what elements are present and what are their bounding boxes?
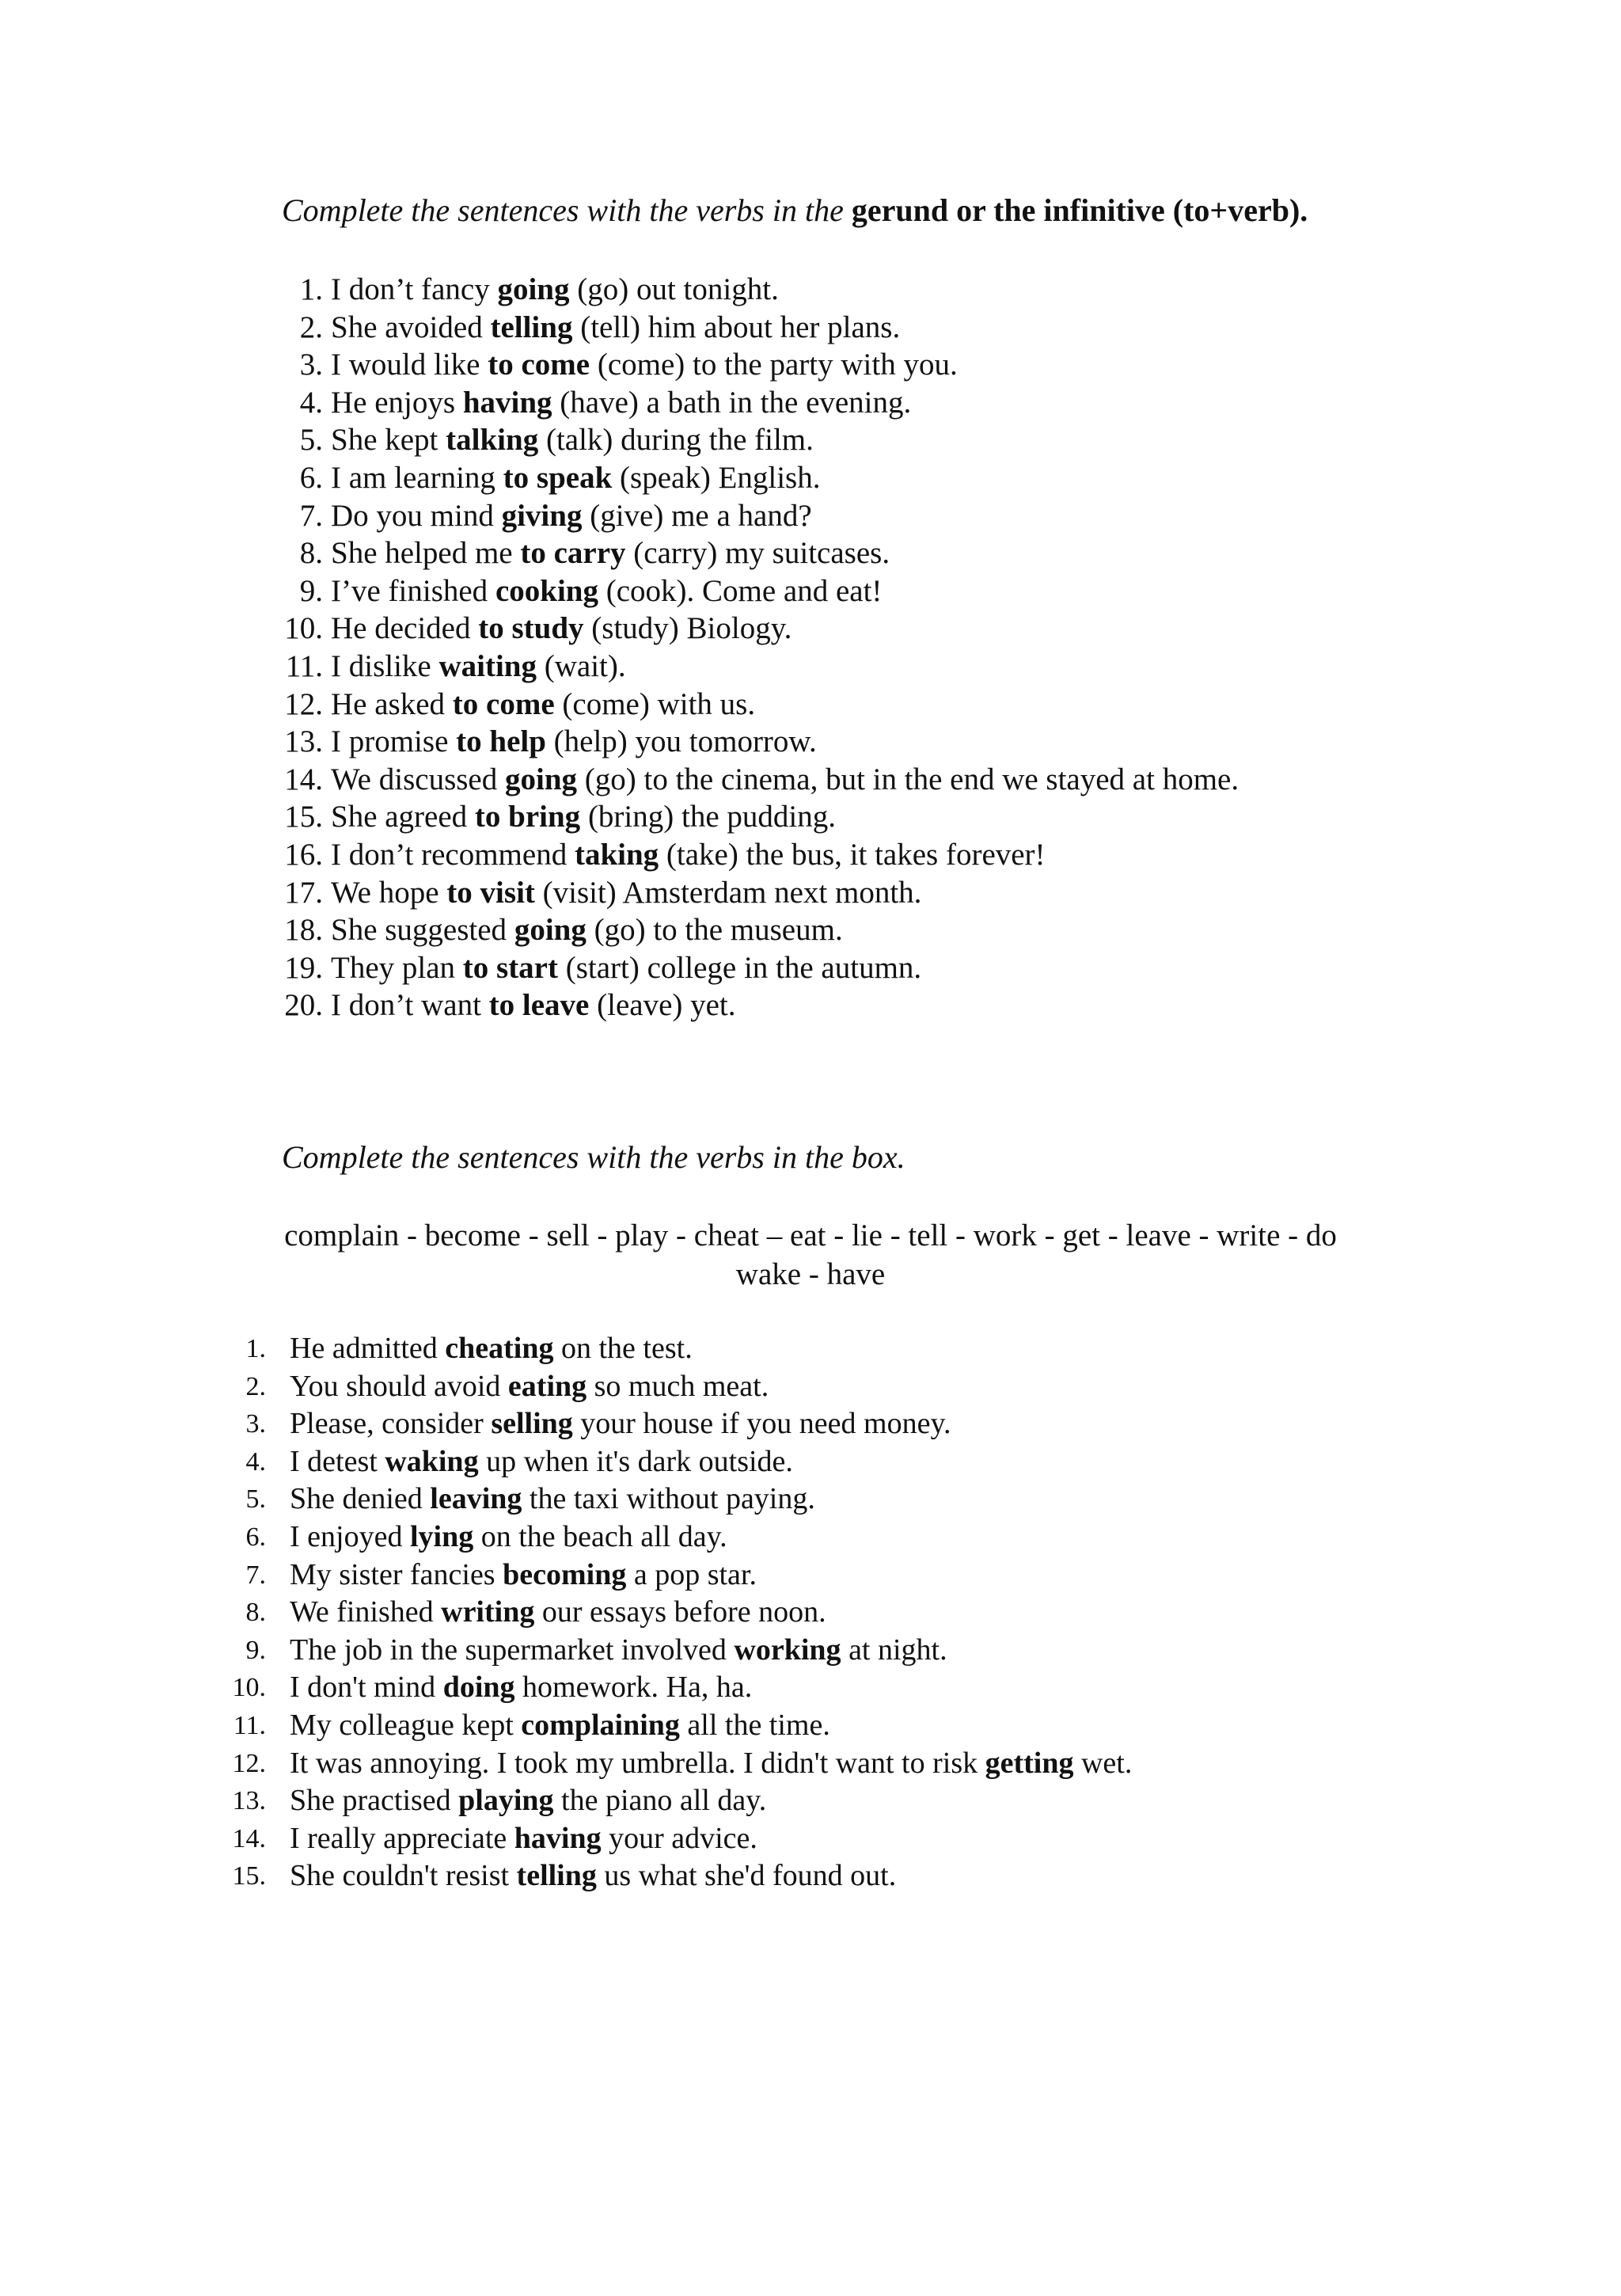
sentence-end: on the beach all day. [473,1519,727,1553]
sentence-end: (give) me a hand? [582,498,812,533]
item-number: 14. [232,1823,266,1853]
sentence-start: She agreed [331,800,475,834]
answer-verb: to come [488,348,590,382]
item-number: 13. [232,1786,266,1816]
item-sentence [290,1368,769,1406]
exercise-item [0,1707,1621,1745]
answer-verb: to study [478,611,584,646]
item-number: 15. [232,1861,266,1891]
exercise-item [0,1594,1621,1632]
answer-verb: giving [501,498,583,533]
item-sentence [331,534,890,572]
item-number: 14. [284,762,323,796]
exercise-item [0,1857,1621,1895]
sentence-end: your advice. [601,1821,757,1855]
item-number: 11. [285,648,323,683]
exercise-item [0,610,1621,648]
item-sentence [290,1443,793,1481]
exercise-item [0,1745,1621,1783]
exercise-item [0,1519,1621,1557]
sentence-end: all the time. [679,1708,830,1742]
item-number: 19. [284,950,323,985]
item-sentence [290,1481,815,1519]
answer-verb: leaving [430,1482,522,1516]
exercise-item [0,534,1621,572]
item-number: 13. [284,724,323,759]
item-number: 3. [245,1409,266,1439]
sentence-start: I don't mind [290,1671,443,1705]
item-number: 8. [245,1598,266,1628]
sentence-end: up when it's dark outside. [478,1444,793,1478]
item-number: 5. [299,423,323,458]
sentence-start: She avoided [331,310,491,344]
exercise-item [0,1443,1621,1481]
item-sentence [331,346,958,384]
answer-verb: to leave [488,988,590,1023]
item-number: 1. [299,272,323,306]
section1-instruction-italic: Complete the sentences with the verbs in the [282,192,844,228]
exercise-item [0,686,1621,724]
answer-verb: waking [385,1444,479,1478]
exercise-item [0,421,1621,459]
answer-verb: telling [490,310,573,344]
sentence-start: We discussed [331,762,505,796]
sentence-end: (help) you tomorrow. [545,724,817,759]
exercise-item [0,384,1621,422]
sentence-start: My colleague kept [290,1708,522,1742]
word-box-line-1: complain - become - sell - play - cheat – eat - lie - tell - work - get - leave - write - do [284,1218,1337,1253]
answer-verb: doing [442,1671,515,1705]
answer-verb: lying [409,1519,474,1553]
item-number: 1. [245,1334,266,1363]
sentence-end: (visit) Amsterdam next month. [534,875,922,910]
item-number: 8. [299,536,323,571]
item-sentence [290,1632,947,1670]
sentence-start: I enjoyed [290,1519,410,1553]
exercise-item [0,1632,1621,1670]
section2-exercise-list [0,1330,1621,1895]
sentence-start: I dislike [331,648,439,683]
item-number: 12. [284,686,323,721]
sentence-end: (study) Biology. [583,611,792,646]
answer-verb: going [514,913,587,948]
sentence-start: I don’t fancy [331,272,498,306]
sentence-end: (bring) the pudding. [580,800,836,834]
exercise-item [0,309,1621,347]
item-number: 11. [233,1710,266,1740]
sentence-start: Do you mind [331,498,502,533]
sentence-start: She suggested [331,913,514,948]
exercise-item [0,459,1621,497]
answer-verb: to help [456,724,546,759]
item-number: 7. [245,1560,266,1590]
item-number: 10. [232,1673,266,1703]
exercise-item [0,949,1621,987]
sentence-start: I am learning [331,460,503,495]
sentence-end: (go) to the museum. [586,913,843,948]
section2-instruction-italic: Complete the sentences with the verbs in the box. [282,1139,905,1175]
exercise-item [0,1669,1621,1707]
sentence-end: our essays before noon. [534,1595,826,1629]
exercise-item [0,346,1621,384]
item-sentence [290,1330,693,1368]
item-number: 6. [245,1522,266,1552]
item-number: 4. [245,1446,266,1477]
exercise-item [0,986,1621,1024]
answer-verb: going [504,762,578,796]
item-number: 7. [299,498,323,533]
sentence-start: I detest [290,1444,385,1478]
section1-instruction-bold: gerund or the infinitive (to+verb). [851,192,1308,228]
exercise-item [0,572,1621,610]
answer-verb: cheating [445,1332,554,1365]
answer-verb: to visit [446,875,535,910]
section2-instruction [282,1138,905,1177]
answer-verb: talking [446,423,539,458]
item-sentence [331,874,921,912]
section1-instruction [282,192,1308,230]
answer-verb: to start [462,950,558,985]
sentence-start: I don’t want [331,988,489,1023]
sentence-start: She practised [290,1784,459,1818]
exercise-item [0,1368,1621,1406]
sentence-start: My sister fancies [290,1557,503,1591]
item-sentence [290,1745,1132,1783]
item-sentence [290,1707,830,1745]
item-sentence [331,986,736,1024]
item-sentence [290,1857,896,1895]
sentence-start: I promise [331,724,457,759]
item-number: 5. [245,1484,266,1515]
item-sentence [331,761,1239,799]
item-sentence [290,1557,757,1595]
exercise-item [0,798,1621,836]
item-number: 4. [299,385,323,420]
sentence-end: (leave) yet. [589,988,736,1023]
answer-verb: having [514,1821,602,1855]
exercise-item [0,874,1621,912]
item-sentence [331,271,779,309]
item-sentence [331,384,911,422]
exercise-item [0,1481,1621,1519]
sentence-start: You should avoid [290,1369,508,1403]
sentence-end: (speak) English. [612,460,821,495]
sentence-start: She helped me [331,536,521,571]
sentence-end: homework. Ha, ha. [514,1671,753,1705]
item-sentence [290,1405,951,1443]
exercise-item [0,761,1621,799]
exercise-item [0,911,1621,949]
item-number: 2. [245,1371,266,1401]
sentence-end: us what she'd found out. [596,1859,897,1893]
exercise-item [0,1405,1621,1443]
answer-verb: to carry [520,536,626,571]
sentence-end: (go) to the cinema, but in the end we stayed at home. [577,762,1239,796]
sentence-start: I’ve finished [331,573,495,608]
sentence-start: I don’t recommend [331,837,575,872]
item-sentence [331,911,843,949]
item-number: 18. [284,913,323,948]
item-number: 9. [245,1635,266,1665]
exercise-item [0,497,1621,535]
sentence-start: I really appreciate [290,1821,514,1855]
sentence-start: It was annoying. I took my umbrella. I didn't want to risk [290,1746,985,1780]
sentence-start: We hope [331,875,447,910]
item-number: 17. [284,875,323,910]
sentence-end: (take) the bus, it takes forever! [659,837,1046,872]
item-number: 9. [299,573,323,608]
sentence-start: She couldn't resist [290,1859,517,1893]
answer-verb: going [497,272,570,306]
item-number: 6. [299,460,323,495]
sentence-end: so much meat. [587,1369,769,1403]
item-sentence [331,798,836,836]
item-sentence [331,610,792,648]
sentence-end: (come) to the party with you. [590,348,958,382]
sentence-start: He admitted [290,1332,446,1365]
item-sentence [331,723,817,761]
item-sentence [290,1669,752,1707]
item-sentence [331,949,921,987]
exercise-item [0,1820,1621,1858]
answer-verb: having [462,385,552,420]
exercise-item [0,836,1621,874]
item-sentence [290,1519,727,1557]
exercise-item [0,1330,1621,1368]
answer-verb: selling [491,1407,573,1441]
item-sentence [290,1594,826,1632]
sentence-end: (come) with us. [554,686,756,721]
answer-verb: taking [574,837,659,872]
sentence-end: (go) out tonight. [569,272,779,306]
item-number: 10. [284,611,323,646]
section1-exercise-list [0,271,1621,1024]
exercise-item [0,1782,1621,1820]
item-number: 20. [284,988,323,1023]
exercise-item [0,1557,1621,1595]
sentence-start: He enjoys [331,385,463,420]
sentence-end: your house if you need money. [572,1407,951,1441]
item-number: 12. [232,1748,266,1778]
answer-verb: cooking [495,573,598,608]
sentence-end: (wait). [537,648,626,683]
exercise-item [0,271,1621,309]
answer-verb: to come [452,686,555,721]
answer-verb: eating [507,1369,587,1403]
sentence-start: Please, consider [290,1407,492,1441]
item-sentence [331,309,900,347]
item-sentence [331,572,882,610]
sentence-start: They plan [331,950,463,985]
item-sentence [331,421,814,459]
item-sentence [331,497,812,535]
answer-verb: to bring [474,800,581,834]
sentence-end: on the test. [553,1332,693,1365]
item-number: 15. [284,800,323,834]
sentence-end: (tell) him about her plans. [572,310,901,344]
verb-word-box [237,1216,1384,1294]
sentence-start: We finished [290,1595,442,1629]
sentence-end: (carry) my suitcases. [625,536,890,571]
sentence-end: (talk) during the film. [538,423,814,458]
item-number: 3. [299,348,323,382]
item-sentence [331,686,755,724]
sentence-end: (start) college in the autumn. [557,950,922,985]
answer-verb: waiting [438,648,537,683]
item-number: 16. [284,837,323,872]
item-sentence [290,1782,766,1820]
answer-verb: becoming [503,1557,627,1591]
sentence-end: (have) a bath in the evening. [552,385,912,420]
answer-verb: getting [985,1746,1074,1780]
exercise-item [0,723,1621,761]
item-sentence [331,836,1046,874]
item-sentence [331,648,626,686]
answer-verb: working [734,1633,841,1667]
item-sentence [290,1820,757,1858]
answer-verb: writing [441,1595,535,1629]
sentence-start: The job in the supermarket involved [290,1633,735,1667]
exercise-item [0,648,1621,686]
word-box-line-2: wake - have [735,1257,886,1291]
answer-verb: complaining [521,1708,680,1742]
sentence-start: He asked [331,686,453,721]
sentence-end: at night. [841,1633,947,1667]
sentence-end: a pop star. [626,1557,757,1591]
sentence-end: (cook). Come and eat! [598,573,883,608]
item-sentence [331,459,820,497]
item-number: 2. [299,310,323,344]
answer-verb: playing [458,1784,554,1818]
sentence-end: wet. [1073,1746,1133,1780]
sentence-start: He decided [331,611,479,646]
answer-verb: to speak [503,460,613,495]
answer-verb: telling [516,1859,597,1893]
sentence-end: the taxi without paying. [522,1482,815,1516]
sentence-start: She kept [331,423,446,458]
sentence-start: I would like [331,348,488,382]
sentence-start: She denied [290,1482,431,1516]
sentence-end: the piano all day. [553,1784,767,1818]
